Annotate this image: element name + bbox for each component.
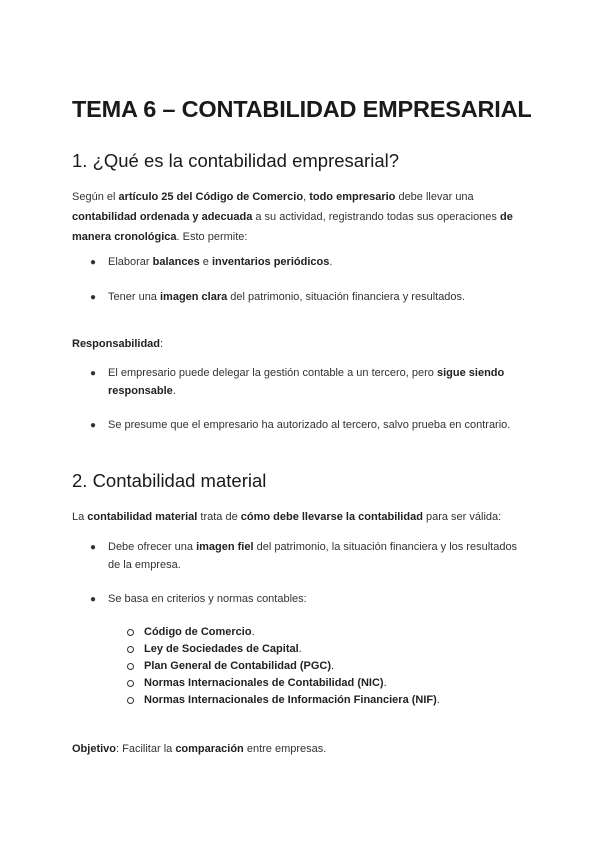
page-title: TEMA 6 – CONTABILIDAD EMPRESARIAL [72,96,532,122]
circle-bullet-icon [127,697,134,704]
circle-bullet-icon [127,629,134,636]
sub-list-item: Ley de Sociedades de Capital. [144,643,302,655]
section-heading-2: 2. Contabilidad material [72,470,267,491]
sub-list-item: Código de Comercio. [144,626,255,638]
list-item: Debe ofrecer una imagen fiel del patrimonio, la situación financiera y los resultados de la empresa. [108,541,518,571]
circle-bullet-icon [127,680,134,687]
list-item: Se basa en criterios y normas contables: [108,593,307,605]
section2-intro: La contabilidad material trata de cómo debe llevarse la contabilidad para ser válida: [72,511,502,523]
section-heading-1: 1. ¿Qué es la contabilidad empresarial? [72,150,400,171]
circle-bullet-icon [127,663,134,670]
list-item: El empresario puede delegar la gestión contable a un tercero, pero sigue siendo responsable. [108,367,505,397]
bullet-icon: ● [90,292,97,303]
sub-list-item: Normas Internacionales de Contabilidad (NIC). [144,677,387,689]
bullet-icon: ● [90,257,97,268]
responsabilidad-label: Responsabilidad: [72,338,164,350]
bullet-icon: ● [90,594,97,605]
section1-intro: Según el artículo 25 del Código de Comercio, todo empresario debe llevar una contabilidad ordenada y adecuada a su actividad, registrando todas sus operaciones de manera cronológica. Esto permite: [72,191,513,243]
bullet-icon: ● [90,542,97,553]
objetivo-text: Objetivo: Facilitar la comparación entre empresas. [72,743,327,755]
circle-bullet-icon [127,646,134,653]
bullet-icon: ● [90,368,97,379]
sub-list-item: Plan General de Contabilidad (PGC). [144,660,335,672]
list-item: Se presume que el empresario ha autorizado al tercero, salvo prueba en contrario. [108,419,511,431]
bullet-icon: ● [90,420,97,431]
sub-list-item: Normas Internacionales de Información Financiera (NIF). [144,694,440,706]
list-item: Tener una imagen clara del patrimonio, situación financiera y resultados. [108,291,466,303]
list-item: Elaborar balances e inventarios periódicos. [108,256,333,268]
